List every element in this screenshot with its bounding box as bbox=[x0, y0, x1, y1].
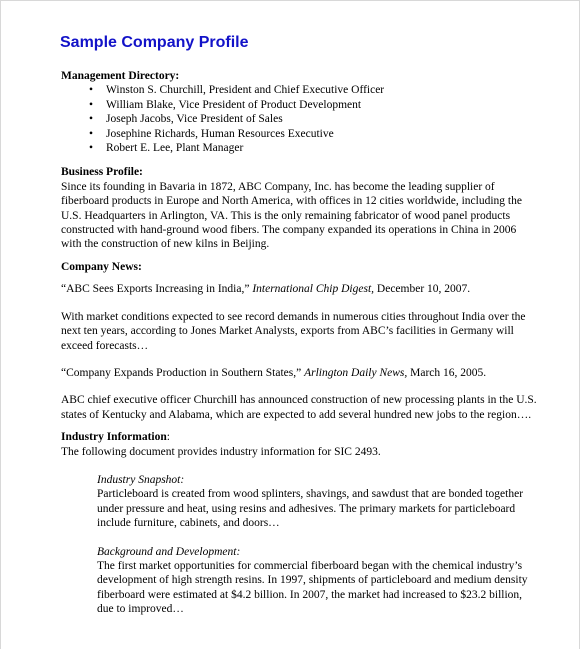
news-item-1-citation: “ABC Sees Exports Increasing in India,” International Chip Digest, December 10, 2007. bbox=[61, 283, 471, 296]
industry-snapshot-text: Particleboard is created from wood splinters, shavings, and sawdust that are bonded together under pressure and heat, using resins and adhesives. The primary markets for particleboard include furniture, cabinets, and doors… bbox=[97, 488, 524, 530]
news-item-2-body: ABC chief executive officer Churchill has announced construction of new processing plants in the U.S. states of Kentucky and Alabama, which are expected to add several hundred new jobs to the region…. bbox=[61, 394, 537, 421]
background-text: The first market opportunities for commercial fiberboard began with the chemical industry’s development of high strength resins. In 1997, shipments of particleboard and medium density fiberboard were estimated at $4.2 billion. In 2007, the market had increased to $23.2 billion, due to improved… bbox=[97, 559, 528, 616]
industry-intro: The following document provides industry information for SIC 2493. bbox=[61, 445, 381, 458]
list-item: • Winston S. Churchill, President and Chief Executive Officer bbox=[89, 84, 385, 97]
page-title: Sample Company Profile bbox=[60, 34, 249, 51]
list-item: • William Blake, Vice President of Product Development bbox=[89, 98, 362, 111]
document-body bbox=[61, 69, 539, 617]
industry-snapshot-heading: Industry Snapshot: bbox=[97, 473, 185, 486]
background-section bbox=[97, 545, 539, 617]
list-item: • Josephine Richards, Human Resources Executive bbox=[89, 127, 334, 140]
business-profile-text: Since its founding in Bavaria in 1872, ABC Company, Inc. has become the leading supplier of fiberboard products in Europe and North America, with offices in 12 cities worldwide, including the U.S. Headquarters in Arlington, VA. This is the only remaining fabricator of wood panel products constructed with hand-ground wood fibers. The company expanded its operations in China in 2006 with the construction of new kilns in Beijing. bbox=[61, 180, 522, 251]
management-list bbox=[61, 83, 539, 155]
bullet-icon: • bbox=[89, 84, 94, 97]
background-heading: Background and Development: bbox=[97, 545, 241, 558]
list-item: • Joseph Jacobs, Vice President of Sales bbox=[89, 113, 283, 126]
industry-snapshot-section bbox=[97, 473, 539, 531]
bullet-icon: • bbox=[89, 127, 94, 140]
news-item-1-body: With market conditions expected to see record demands in numerous cities throughout India over the next ten years, according to Jones Market Analysts, exports from ABC’s facilities in Germany will exceed forecasts… bbox=[61, 310, 526, 352]
bullet-icon: • bbox=[89, 142, 94, 155]
industry-information-heading: Industry Information: bbox=[61, 431, 170, 444]
business-profile-heading: Business Profile: bbox=[61, 166, 143, 179]
bullet-icon: • bbox=[89, 113, 94, 126]
bullet-icon: • bbox=[89, 98, 94, 111]
news-item-2-citation: “Company Expands Production in Southern States,” Arlington Daily News, March 16, 2005. bbox=[61, 366, 487, 379]
company-news-heading: Company News: bbox=[61, 260, 142, 273]
management-heading: Management Directory: bbox=[61, 70, 180, 82]
list-item: • Robert E. Lee, Plant Manager bbox=[89, 142, 244, 155]
